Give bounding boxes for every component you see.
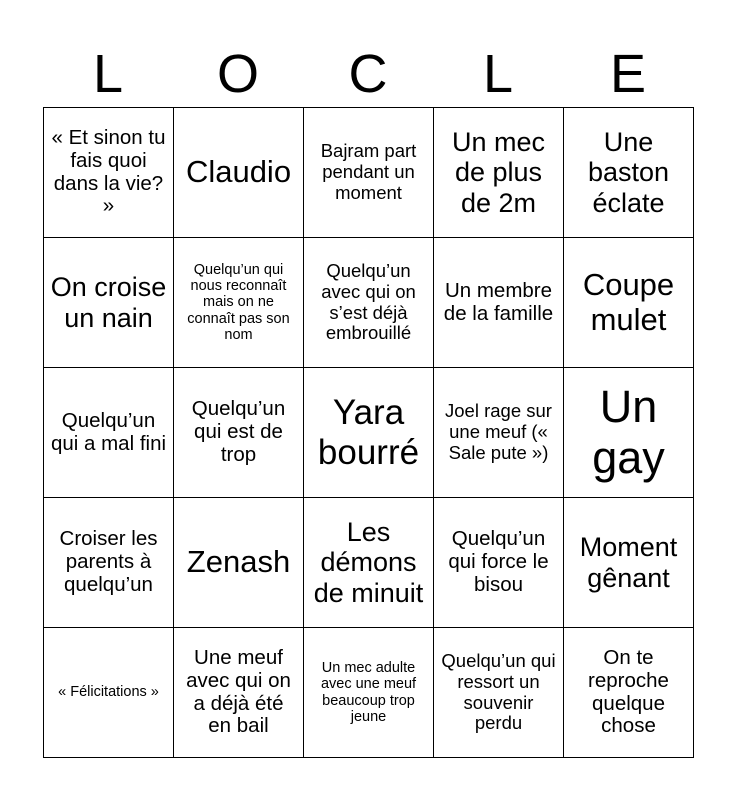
bingo-cell[interactable]: Quelqu’un qui force le bisou (434, 498, 564, 628)
bingo-cell[interactable]: Un membre de la famille (434, 238, 564, 368)
header-letter-3: C (348, 44, 388, 104)
bingo-cell[interactable]: Claudio (174, 108, 304, 238)
bingo-cell[interactable]: On te reproche quelque chose (564, 628, 694, 758)
bingo-cell[interactable]: Coupe mulet (564, 238, 694, 368)
bingo-cell[interactable]: Les démons de minuit (304, 498, 434, 628)
bingo-cell[interactable]: Une baston éclate (564, 108, 694, 238)
header-letter-4: L (482, 44, 514, 104)
bingo-cell[interactable]: « Félicitations » (44, 628, 174, 758)
board-row-4 (44, 498, 694, 628)
bingo-cell[interactable]: Un mec de plus de 2m (434, 108, 564, 238)
bingo-board (43, 107, 694, 758)
bingo-cell[interactable]: Quelqu’un avec qui on s’est déjà embrouillé (304, 238, 434, 368)
bingo-cell[interactable]: Un mec adulte avec une meuf beaucoup trop jeune (304, 628, 434, 758)
bingo-header (43, 40, 693, 108)
board-row-2 (44, 238, 694, 368)
bingo-cell[interactable]: Un gay (564, 368, 694, 498)
header-letter-5: E (609, 44, 647, 104)
board-row-5 (44, 628, 694, 758)
bingo-cell[interactable]: « Et sinon tu fais quoi dans la vie? » (44, 108, 174, 238)
bingo-cell[interactable]: Une meuf avec qui on a déjà été en bail (174, 628, 304, 758)
bingo-cell[interactable]: Quelqu’un qui a mal fini (44, 368, 174, 498)
bingo-cell[interactable]: Bajram part pendant un moment (304, 108, 434, 238)
bingo-cell[interactable]: Quelqu’un qui nous reconnaît mais on ne connaît pas son nom (174, 238, 304, 368)
header-letter-1: L (92, 44, 124, 104)
header-letter-2: O (216, 44, 259, 104)
bingo-cell[interactable]: Zenash (174, 498, 304, 628)
board-row-1 (44, 108, 694, 238)
bingo-cell[interactable]: Joel rage sur une meuf (« Sale pute ») (434, 368, 564, 498)
bingo-cell[interactable]: Quelqu’un qui est de trop (174, 368, 304, 498)
board-row-3 (44, 368, 694, 498)
bingo-cell[interactable]: Moment gênant (564, 498, 694, 628)
bingo-cell[interactable]: Quelqu’un qui ressort un souvenir perdu (434, 628, 564, 758)
bingo-cell[interactable]: Croiser les parents à quelqu’un (44, 498, 174, 628)
bingo-cell[interactable]: On croise un nain (44, 238, 174, 368)
bingo-cell[interactable]: Yara bourré (304, 368, 434, 498)
